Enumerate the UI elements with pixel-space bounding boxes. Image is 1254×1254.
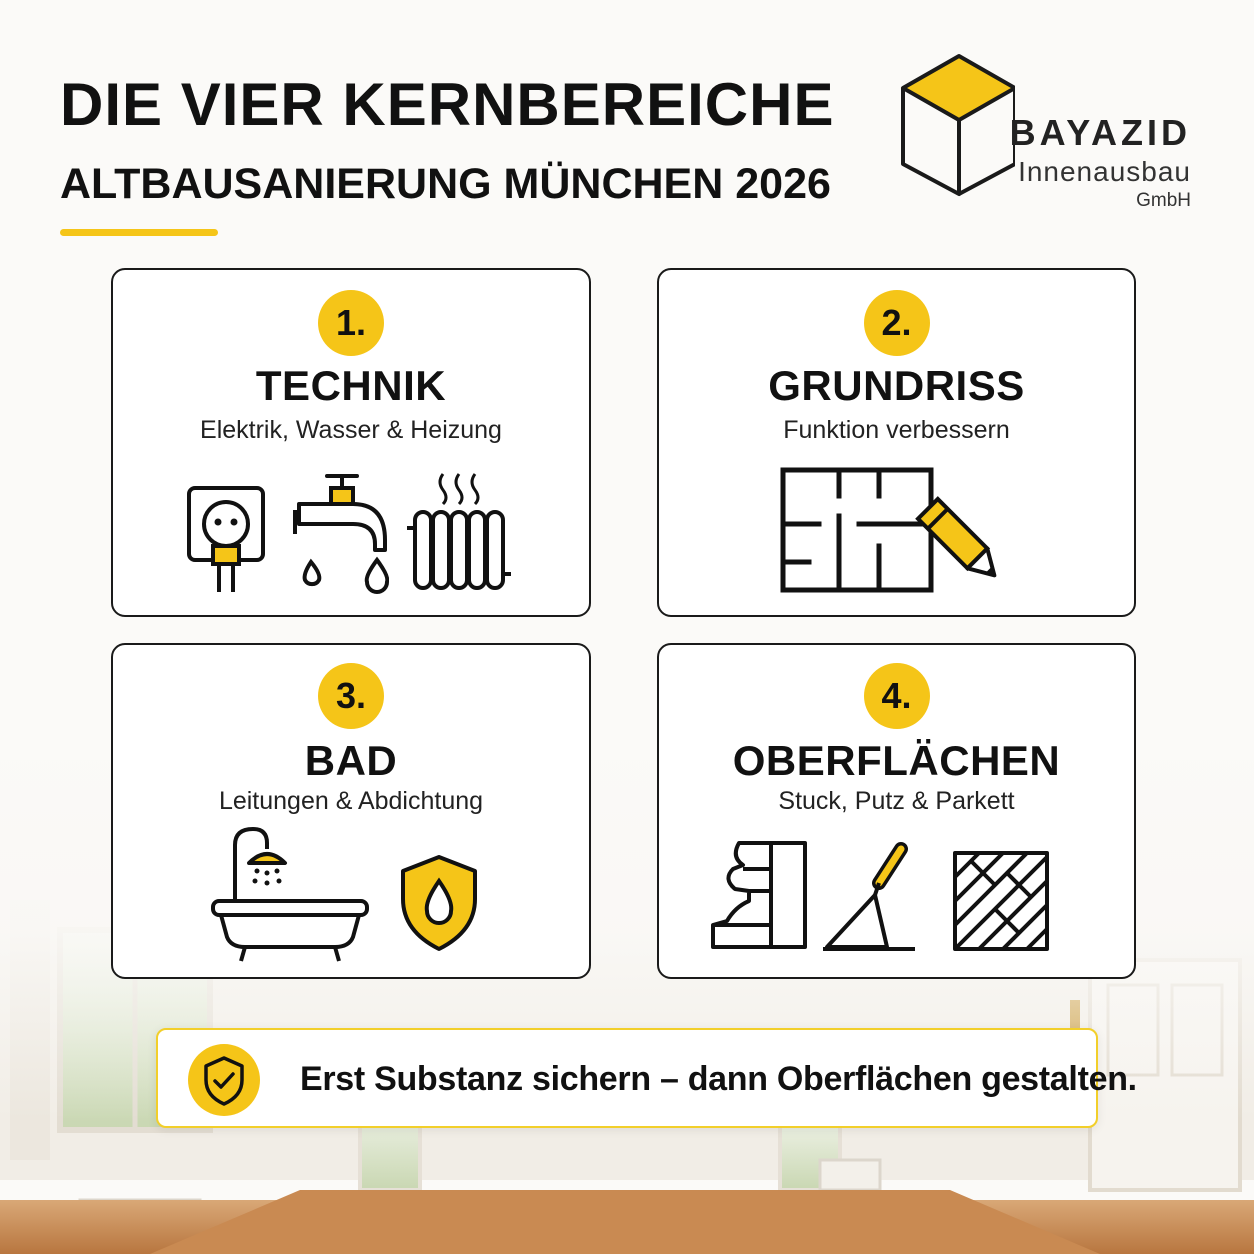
banner-text: Erst Substanz sichern – dann Oberflächen gestalten. xyxy=(300,1060,1137,1098)
card-title: TECHNIK xyxy=(255,362,447,409)
card-number-badge: 1. xyxy=(318,290,384,356)
radiator-icon xyxy=(407,470,511,592)
card-title: BAD xyxy=(304,737,398,784)
card-number-badge: 4. xyxy=(864,663,930,729)
card-number-badge: 2. xyxy=(864,290,930,356)
company-logo xyxy=(895,52,1205,222)
pencil-icon xyxy=(911,492,1007,588)
trowel-icon xyxy=(823,839,923,951)
cube-icon xyxy=(895,52,1015,202)
page-title: DIE VIER KERNBEREICHE xyxy=(60,71,835,138)
shield-check-icon xyxy=(188,1044,260,1116)
water-tap-icon xyxy=(293,470,389,594)
stucco-molding-icon xyxy=(709,839,809,951)
card-subtitle: Funktion verbessern xyxy=(783,416,1010,444)
card-oberflaechen xyxy=(657,643,1136,979)
card-bad xyxy=(111,643,591,979)
logo-subtitle: Innenausbau xyxy=(1018,156,1191,187)
card-title: GRUNDRISS xyxy=(768,362,1025,409)
page-subtitle: ALTBAUSANIERUNG MÜNCHEN 2026 xyxy=(60,160,831,208)
parquet-icon xyxy=(951,849,1051,953)
power-outlet-icon xyxy=(185,484,267,596)
summary-banner xyxy=(156,1028,1137,1128)
card-subtitle: Stuck, Putz & Parkett xyxy=(778,787,1015,815)
card-technik xyxy=(111,268,591,617)
card-title: OBERFLÄCHEN xyxy=(732,737,1061,784)
card-subtitle: Elektrik, Wasser & Heizung xyxy=(200,416,502,444)
card-number-badge: 3. xyxy=(318,663,384,729)
waterproof-shield-icon xyxy=(397,853,481,953)
card-grundriss xyxy=(657,268,1136,617)
logo-name: BAYAZID xyxy=(1009,112,1191,153)
bathtub-shower-icon xyxy=(209,825,371,967)
card-subtitle: Leitungen & Abdichtung xyxy=(218,787,484,815)
logo-legal-form: GmbH xyxy=(1136,190,1191,211)
title-underline xyxy=(60,229,218,236)
